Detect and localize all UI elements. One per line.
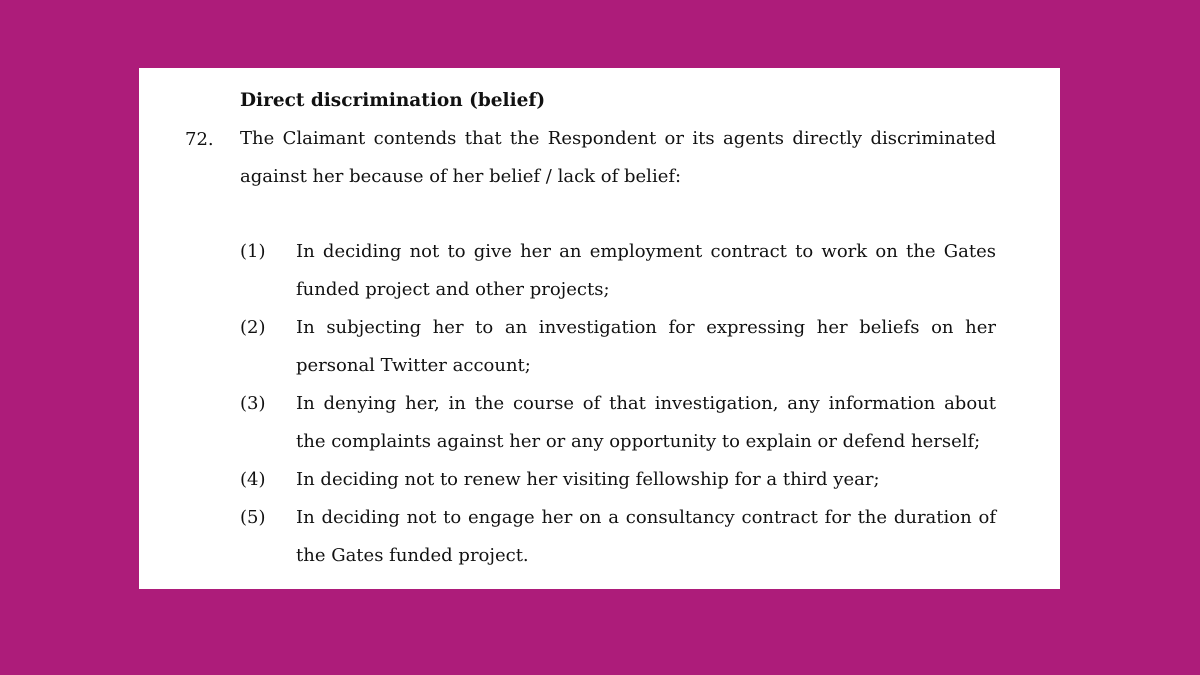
- list-item-text: In subjecting her to an investigation for expressing her beliefs on her personal Twitter account;: [296, 317, 996, 376]
- list-item: [240, 385, 996, 461]
- list-item-number: (3): [240, 393, 266, 414]
- list-item: [240, 233, 996, 309]
- list-item-text: In denying her, in the course of that investigation, any information about the complaints against her or any opportunity to explain or defend herself;: [296, 393, 996, 452]
- list-item: [240, 499, 996, 575]
- paragraph-text: The Claimant contends that the Respondent or its agents directly discriminated against her because of her belief / lack of belief:: [240, 128, 996, 187]
- list-item-number: (1): [240, 241, 266, 262]
- list-item-number: (4): [240, 469, 266, 490]
- list-item-number: (5): [240, 507, 266, 528]
- list-item-text: In deciding not to engage her on a consultancy contract for the duration of the Gates funded project.: [296, 507, 996, 566]
- section-heading: Direct discrimination (belief): [240, 90, 546, 111]
- list-item-text: In deciding not to renew her visiting fellowship for a third year;: [296, 469, 880, 490]
- paragraph-number: 72.: [185, 129, 214, 150]
- list-item: [240, 309, 996, 385]
- document-page: [139, 68, 1060, 589]
- list-item-text: In deciding not to give her an employment contract to work on the Gates funded project and other projects;: [296, 241, 996, 300]
- claims-list: [240, 233, 996, 575]
- list-item-number: (2): [240, 317, 266, 338]
- list-item: [240, 461, 996, 499]
